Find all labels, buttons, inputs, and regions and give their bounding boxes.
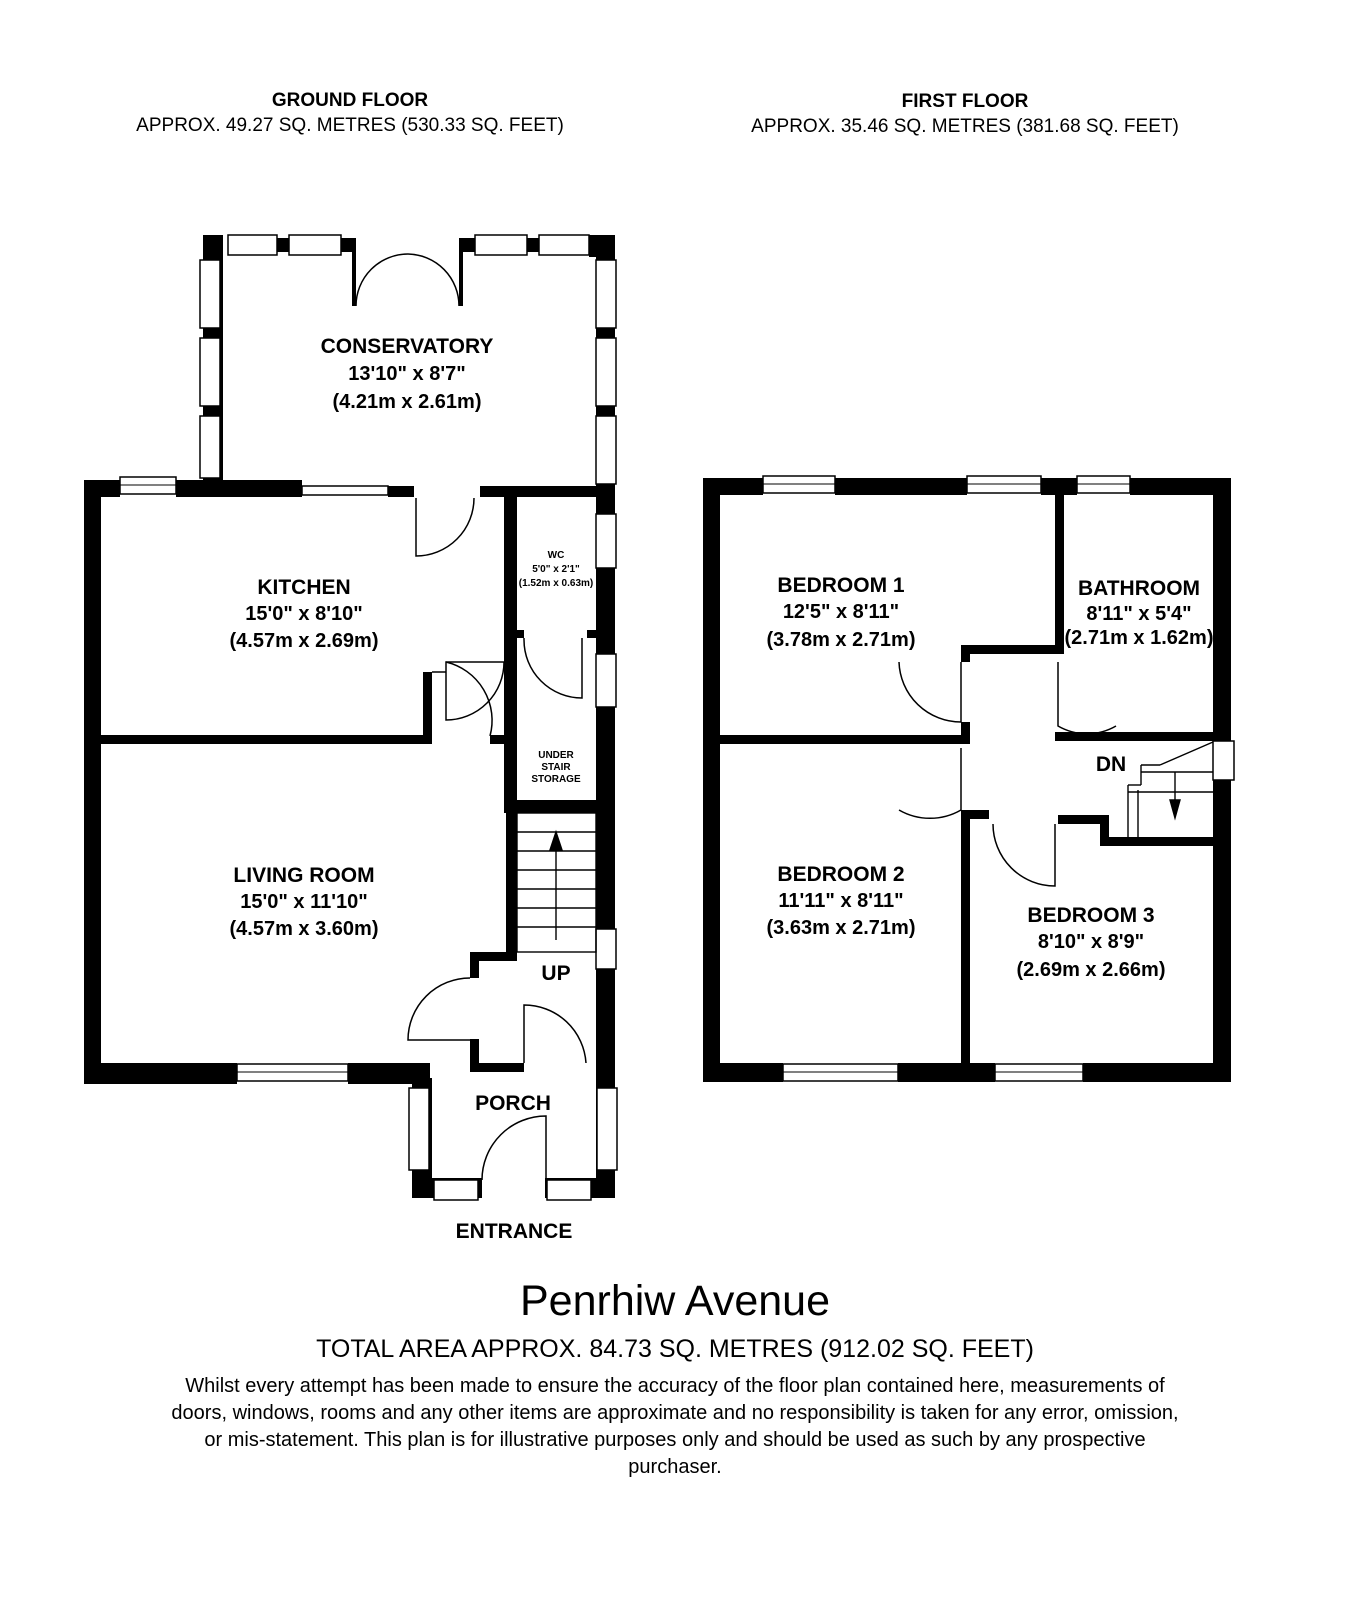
under-stair-line3: STORAGE [531, 774, 581, 785]
first-floor-title: FIRST FLOOR [901, 91, 1029, 112]
wall [101, 735, 423, 744]
wall [961, 645, 1064, 654]
wall [423, 672, 432, 744]
conservatory-imperial: 13'10" x 8'7" [348, 363, 466, 385]
wall [587, 630, 615, 638]
window [200, 338, 220, 406]
wall [703, 1063, 783, 1082]
porch-name: PORCH [475, 1092, 551, 1115]
window [596, 654, 616, 707]
wall [596, 707, 615, 929]
wall [352, 238, 356, 306]
wall [84, 480, 120, 497]
wc-metric: (1.52m x 0.63m) [518, 578, 594, 589]
bedroom3-imperial: 8'10" x 8'9" [1037, 931, 1145, 953]
door [356, 254, 408, 306]
wall [596, 568, 615, 654]
wall [1083, 1063, 1231, 1082]
door [524, 1005, 586, 1063]
bedroom1-imperial: 12'5" x 8'11" [782, 601, 900, 623]
stairs-down-label: DN [1095, 753, 1127, 776]
wall [84, 1063, 237, 1084]
kitchen-name: KITCHEN [257, 576, 351, 599]
wall [1055, 495, 1064, 650]
window [596, 338, 616, 406]
door [993, 824, 1055, 886]
window [302, 486, 388, 495]
door [408, 254, 459, 306]
kitchen-metric: (4.57m x 2.69m) [229, 630, 379, 652]
bedroom2-name: BEDROOM 2 [777, 863, 905, 886]
wall [596, 969, 615, 1089]
entrance-label: ENTRANCE [455, 1220, 573, 1243]
bedroom1-name: BEDROOM 1 [777, 574, 905, 597]
wall [277, 238, 289, 252]
window [597, 1088, 617, 1170]
wall [961, 810, 989, 819]
wall [703, 478, 720, 1082]
window [596, 514, 616, 568]
window [200, 416, 220, 478]
window [289, 235, 341, 255]
door [446, 662, 492, 736]
stairs-up-label: UP [541, 962, 571, 985]
wall [898, 1063, 995, 1082]
wall [596, 486, 615, 514]
wc-name: WC [547, 550, 565, 561]
wall [470, 952, 479, 978]
staircase-up [517, 813, 596, 952]
wall [720, 735, 970, 744]
bathroom-name: BATHROOM [1077, 577, 1201, 600]
bedroom3-metric: (2.69m x 2.66m) [1016, 959, 1166, 981]
wall [504, 630, 524, 638]
total-area: TOTAL AREA APPROX. 84.73 SQ. METRES (912.02 SQ. FEET) [316, 1335, 1034, 1363]
wall [835, 478, 967, 495]
wall [490, 735, 517, 744]
window [409, 1088, 429, 1170]
bedroom2-imperial: 11'11" x 8'11" [778, 890, 904, 912]
under-stair-line2: STAIR [541, 762, 571, 773]
ground-floor-area: APPROX. 49.27 SQ. METRES (530.33 SQ. FEET) [136, 115, 564, 136]
bathroom-metric: (2.71m x 1.62m) [1064, 627, 1214, 649]
window [475, 235, 527, 255]
wall [961, 722, 970, 744]
wall [470, 1039, 479, 1072]
wall [461, 238, 475, 252]
wall [1100, 837, 1213, 846]
wall [459, 238, 463, 306]
ground-floor-plan [84, 235, 617, 1243]
door [899, 662, 961, 722]
wall [480, 486, 615, 497]
window [596, 260, 616, 328]
wall [703, 478, 763, 495]
wall [176, 480, 302, 497]
bedroom2-metric: (3.63m x 2.71m) [766, 917, 916, 939]
wall [1213, 478, 1231, 741]
window [228, 235, 277, 255]
window [434, 1180, 478, 1200]
door [899, 748, 961, 818]
first-floor-plan [703, 476, 1234, 1082]
staircase-down [1128, 742, 1213, 837]
wall [1041, 478, 1077, 495]
living-room-metric: (4.57m x 3.60m) [229, 918, 379, 940]
wall [961, 810, 970, 1063]
window [547, 1180, 591, 1200]
window [1213, 741, 1234, 780]
wall [504, 800, 615, 813]
conservatory-metric: (4.21m x 2.61m) [332, 391, 482, 413]
conservatory-name: CONSERVATORY [320, 335, 494, 358]
wall [527, 238, 539, 252]
first-floor-area: APPROX. 35.46 SQ. METRES (381.68 SQ. FEET) [751, 116, 1179, 137]
bedroom1-metric: (3.78m x 2.71m) [766, 629, 916, 651]
under-stair-line1: UNDER [538, 750, 574, 761]
ground-floor-title: GROUND FLOOR [271, 90, 429, 111]
door [524, 638, 582, 698]
living-room-name: LIVING ROOM [233, 864, 375, 887]
door [1058, 662, 1116, 734]
wall [504, 486, 517, 808]
wc-imperial: 5'0" x 2'1" [532, 564, 580, 575]
property-title: Penrhiw Avenue [520, 1277, 830, 1325]
bedroom3-name: BEDROOM 3 [1027, 904, 1155, 927]
door [416, 498, 474, 556]
wall [388, 486, 414, 497]
window [596, 929, 616, 969]
door [408, 978, 470, 1040]
window [596, 416, 616, 484]
kitchen-imperial: 15'0" x 8'10" [245, 603, 363, 625]
wall [84, 480, 101, 1084]
wall [589, 235, 615, 257]
door [482, 1116, 546, 1180]
wall [1213, 780, 1231, 1082]
living-room-imperial: 15'0" x 11'10" [240, 891, 368, 913]
wall [506, 813, 517, 959]
disclaimer-text: Whilst every attempt has been made to ensure the accuracy of the floor plan contained here, measurements of doors, windows, rooms and any other items are approximate and no responsibility is taken for any error, omission, or mis-statement. This plan is for illustrative purposes only and should be used as such by any prospective purchaser. [171, 1375, 1179, 1478]
window [200, 260, 220, 328]
wall [961, 645, 970, 662]
bathroom-imperial: 8'11" x 5'4" [1086, 603, 1192, 625]
window [539, 235, 589, 255]
wall [203, 235, 223, 255]
door [432, 662, 504, 720]
